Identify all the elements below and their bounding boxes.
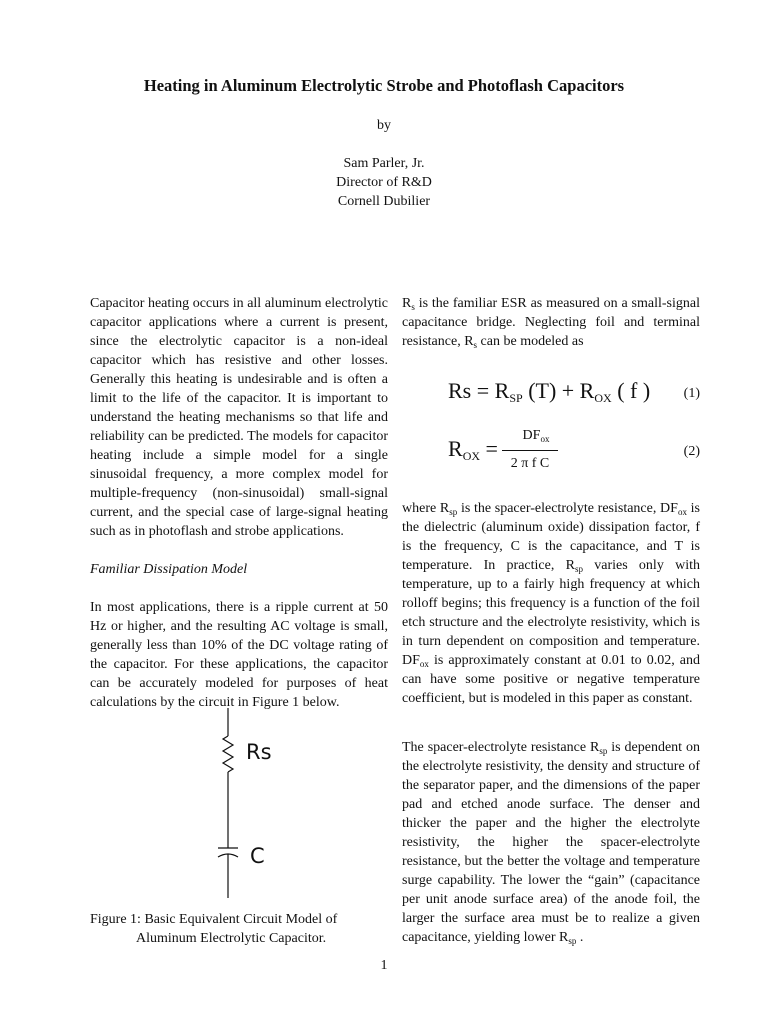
author-name: Sam Parler, Jr. xyxy=(343,156,425,171)
author-role: Director of R&D xyxy=(336,175,432,190)
right-paragraph-1 xyxy=(402,294,700,351)
intro-paragraph: Capacitor heating occurs in all aluminum electrolytic capacitor applications where a current is present, since the electrolytic capacitor is a non-ideal capacitor which has resistive and other losses. Generally this heating is undesirable and is often a limit to the life of the capacitor. It is important to understand the heating mechanisms so that life and reliability can be predicted. The models for capacitor heating include a simple model for a single sinusoidal frequency, a more complex model for multiple-frequency (non-sinusoidal) small-signal current, and the special case of large-signal heating such as in photoflash and strobe applications. xyxy=(90,296,388,539)
eq-text: ( f ) xyxy=(611,378,651,403)
text-run: R xyxy=(402,296,412,311)
eq-subscript: OX xyxy=(594,391,612,405)
circuit-diagram xyxy=(196,708,316,898)
page-number: 1 xyxy=(380,958,388,973)
text-run: varies only with temperature, up to a fairly high frequency at which rolloff begins; this frequency is a function of the foil etch structure and the electrolyte resistivity, which is in turn dependent on composition and temperature. DF xyxy=(402,558,700,668)
eq-subscript: SP xyxy=(509,391,523,405)
eq-text: Rs = R xyxy=(448,378,510,403)
author-block xyxy=(0,154,768,211)
eq-text: R xyxy=(448,436,463,461)
text-run: The spacer-electrolyte resistance R xyxy=(402,740,600,755)
equation-2 xyxy=(402,426,700,482)
subscript: sp xyxy=(599,746,608,756)
equation-number: (1) xyxy=(683,386,700,401)
equation-1-body xyxy=(448,378,650,404)
subscript: sp xyxy=(449,507,458,517)
right-paragraph-3 xyxy=(402,738,700,947)
eq-text: = xyxy=(480,436,498,461)
text-run: is dependent on the electrolyte resistivity, the density and structure of the separator paper, and the dimensions of the paper pad and etched anode surface. The denser and thicker the paper and the higher the electrolyte resistivity, the higher the spacer-electrolyte resistance, but the better the voltage and temperature surge capability. The lower the “gain” (capacitance per unit anode surface area) of the anode foil, the larger the surface area must be to realize a given capacitance, yielding lower R xyxy=(402,740,700,945)
caption-line-2: Aluminum Electrolytic Capacitor. xyxy=(136,931,327,946)
text-run: where R xyxy=(402,501,450,516)
right-paragraph-2 xyxy=(402,499,700,708)
subscript: ox xyxy=(677,507,687,517)
eq-text: (T) + R xyxy=(522,378,595,403)
circuit-figure xyxy=(196,708,316,898)
left-column xyxy=(90,294,388,712)
subscript: s xyxy=(411,302,415,312)
subscript: sp xyxy=(568,936,577,946)
fraction-numerator xyxy=(513,428,559,444)
caption-line-1: Figure 1: Basic Equivalent Circuit Model of xyxy=(90,912,338,927)
text-run: can be modeled as xyxy=(477,334,584,349)
eq-subscript: ox xyxy=(540,434,550,444)
equation-number: (2) xyxy=(683,444,700,459)
subscript: ox xyxy=(419,659,429,669)
text-run: is approximately constant at 0.01 to 0.02, and can have some positive or negative temperature coefficient, but is modeled in this paper as constant. xyxy=(402,653,700,706)
fraction-denominator: 2 π f C xyxy=(510,456,550,471)
eq-text: DF xyxy=(522,428,541,443)
fraction-bar xyxy=(502,450,558,451)
text-run: is the dielectric (aluminum oxide) dissipation factor, f is the frequency, C is the capacitance, and T is temperature. In practice, R xyxy=(402,501,700,573)
text-run: is the spacer-electrolyte resistance, DF xyxy=(457,501,678,516)
text-run: is the familiar ESR as measured on a small-signal capacitance bridge. Neglecting foil and terminal resistance, R xyxy=(402,296,700,349)
resistor-symbol xyxy=(223,736,233,772)
equation-2-lhs xyxy=(448,436,498,462)
resistor-label: Rs xyxy=(246,740,272,764)
capacitor-label: C xyxy=(250,844,265,868)
figure-caption xyxy=(90,910,390,948)
paper-title: Heating in Aluminum Electrolytic Strobe and Photoflash Capacitors xyxy=(143,76,625,95)
body-paragraph: In most applications, there is a ripple current at 50 Hz or higher, and the resulting AC voltage is small, generally less than 10% of the DC voltage rating of the capacitor. For these applications, the capacitor can be accurately modeled for purposes of heat calculations by the circuit in Figure 1 below. xyxy=(90,600,388,710)
text-run: . xyxy=(576,930,584,945)
author-org: Cornell Dubilier xyxy=(337,194,431,209)
section-heading: Familiar Dissipation Model xyxy=(90,562,248,577)
subscript: sp xyxy=(574,564,583,574)
equation-1 xyxy=(402,378,700,410)
byline: by xyxy=(377,118,391,133)
subscript: s xyxy=(473,340,478,350)
eq-subscript: OX xyxy=(462,449,481,463)
